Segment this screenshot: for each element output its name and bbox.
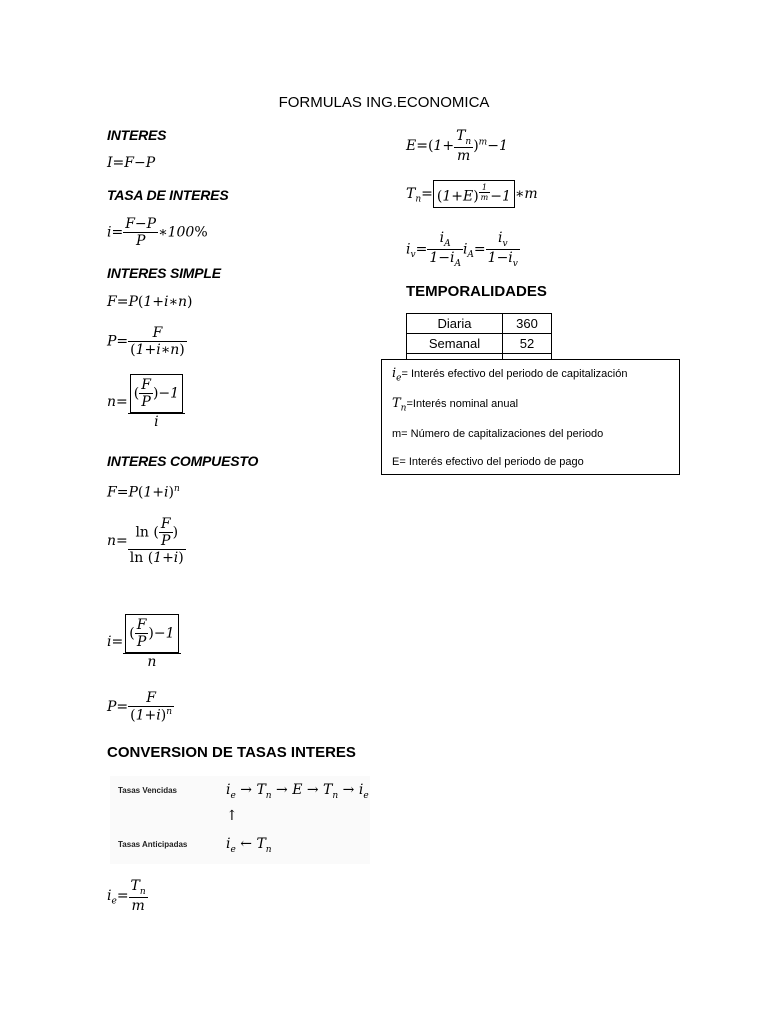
vencidas-chain: $i_e \to T_n \to E \to T_n \to i_e$ [226, 782, 369, 801]
legend-line-e: E= Interés efectivo del periodo de pago [392, 456, 584, 468]
conversion-diagram [110, 776, 370, 864]
legend-line-m: m= Número de capitalizaciones del periodo [392, 428, 604, 440]
formula-simple-f: F=P(1+i∗n) [107, 294, 193, 310]
table-row [407, 314, 552, 334]
formula-efectivo-e: E=(1+ $\frac{T_n}{m}$ )$^m$−1 [406, 128, 508, 164]
label-tasas-anticipadas: Tasas Anticipadas [118, 840, 188, 849]
formula-compuesto-n: n= ln ( $\frac{F}{P}$ ) ln (1+i) [107, 516, 184, 566]
heading-tasa-interes: TASA DE INTERES [107, 187, 229, 203]
table-row [407, 334, 552, 354]
formula-nominal-tn: $T_n= (1+E)$ $^{\frac{1}{m}}$ −1 ∗m [406, 180, 538, 208]
heading-interes-compuesto: INTERES COMPUESTO [107, 453, 259, 469]
formula-compuesto-p: P= $\frac{F}{(1+i)^n}$ [107, 690, 173, 724]
table-cell: 360 [503, 314, 552, 334]
page-title: FORMULAS ING.ECONOMICA [278, 94, 490, 111]
formula-vencida-anticipada: $i_v=$ $\frac{i_A}{1-i_A}$ $i_A=$ $\frac{i_v}{1-i_v}$ [406, 230, 518, 269]
legend-box [381, 359, 680, 475]
formula-tasa-interes: i= $\frac{F-P}{P}$ ∗100% [107, 216, 208, 249]
heading-conversion: CONVERSION DE TASAS INTERES [107, 744, 356, 761]
anticipadas-chain: $i_e$ ← $T_n$ [226, 836, 272, 855]
heading-interes: INTERES [107, 127, 167, 143]
formula-compuesto-i: i= ( $\frac{F}{P}$ )−1 n [107, 614, 181, 670]
legend-line-ie: $i_e=$ Interés efectivo del periodo de capitalización [392, 366, 628, 384]
formula-compuesto-f: $F=P(1+i)^n$ [107, 484, 180, 501]
table-cell: Diaria [407, 314, 503, 334]
table-cell: 52 [503, 334, 552, 354]
formula-ie: $i_e=$ $\frac{T_n}{m}$ [107, 878, 146, 914]
up-arrow: ↑ [226, 808, 238, 824]
heading-interes-simple: INTERES SIMPLE [107, 265, 221, 281]
legend-line-tn: $T_n=Interés$ nominal anual [392, 396, 519, 414]
formula-interes: I=F−P [107, 155, 156, 171]
table-cell: Semanal [407, 334, 503, 354]
heading-temporalidades: TEMPORALIDADES [406, 283, 547, 300]
formula-simple-n: n= ( $\frac{F}{P}$ )−1 i [107, 374, 185, 430]
formula-simple-p: P= $\frac{F}{(1+i∗n)}$ [107, 325, 185, 358]
label-tasas-vencidas: Tasas Vencidas [118, 786, 177, 795]
